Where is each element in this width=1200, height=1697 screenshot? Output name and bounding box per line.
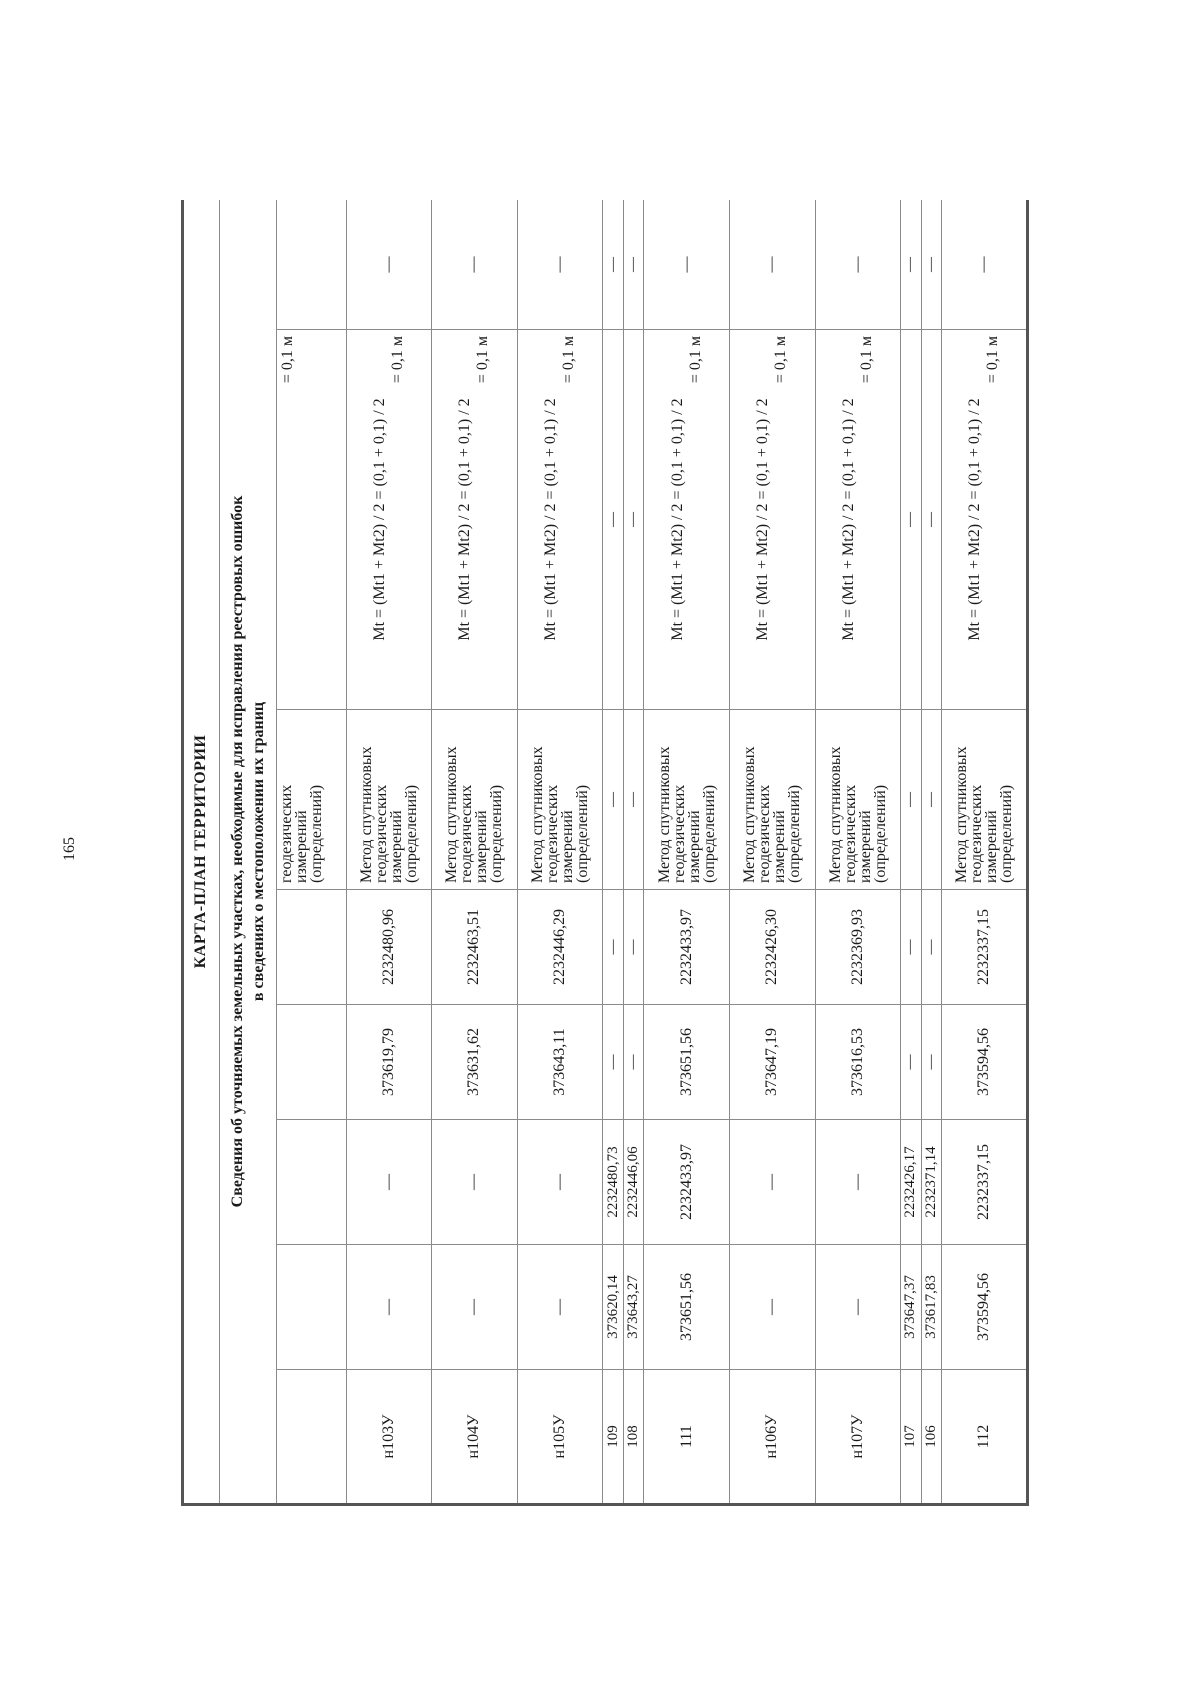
method-line: измерений: [293, 810, 311, 883]
cell-old-x: 373647,37: [901, 1245, 922, 1370]
cell-empty: [277, 1245, 346, 1370]
cell-old-y: 2232371,14: [921, 1120, 942, 1245]
cell-new-x: 373651,56: [644, 1005, 730, 1120]
method-line: Метод спутниковых: [529, 746, 546, 883]
table-row: [346, 200, 432, 1505]
cell-new-x: 373643,11: [517, 1005, 603, 1120]
method-line: Метод спутниковых: [655, 746, 673, 883]
method-line: Метод спутниковых: [357, 746, 375, 883]
method-line: Метод спутниковых: [953, 746, 971, 883]
table-title: КАРТА-ПЛАН ТЕРРИТОРИИ: [183, 200, 220, 1505]
cell-new-y: 2232369,93: [815, 890, 901, 1005]
document-frame: [181, 200, 1029, 1506]
cell-formula: [730, 330, 816, 710]
cell-point-name: 109: [603, 1370, 624, 1505]
cell-formula: [517, 330, 603, 710]
cell-old-x: 373594,56: [942, 1245, 1028, 1370]
cell-formula: [623, 330, 644, 710]
cell-method: [277, 710, 346, 890]
cell-method: [901, 710, 922, 890]
formula-line: = 0,1 м: [279, 336, 297, 384]
cell-extra: —: [730, 200, 816, 330]
method-line: (определений): [488, 784, 506, 883]
method-line: измерений: [983, 810, 1001, 883]
method-line: геодезических: [670, 784, 688, 883]
formula-line: Mt = (Mt1 + Mt2) / 2 = (0,1 + 0,1) / 2: [966, 398, 984, 641]
formula-line: —: [923, 512, 940, 527]
cell-point-name: 107: [901, 1370, 922, 1505]
cell-new-x: 373631,62: [432, 1005, 518, 1120]
cell-empty: [277, 1120, 346, 1245]
method-line: Метод спутниковых: [826, 746, 844, 883]
cell-old-x: —: [517, 1245, 603, 1370]
method-line: измерений: [559, 810, 576, 883]
cell-method: [346, 710, 432, 890]
formula-line: Mt = (Mt1 + Mt2) / 2 = (0,1 + 0,1) / 2: [839, 398, 857, 641]
method-line: измерений: [685, 810, 703, 883]
subtitle-line-2: в сведениях о местоположении их границ: [250, 701, 268, 1002]
table-row: [603, 200, 624, 1505]
cell-method: [921, 710, 942, 890]
rotated-table-container: [181, 200, 1029, 1506]
cell-old-y: 2232433,97: [644, 1120, 730, 1245]
formula-line: = 0,1 м: [984, 336, 1002, 384]
table-row: [901, 200, 922, 1505]
cell-old-x: 373651,56: [644, 1245, 730, 1370]
cell-point-name: н103У: [346, 1370, 432, 1505]
cell-new-x: 373619,79: [346, 1005, 432, 1120]
method-line: —: [902, 792, 919, 807]
cell-extra: —: [517, 200, 603, 330]
table-row: [517, 200, 603, 1505]
formula-line: = 0,1 м: [388, 336, 406, 384]
table-row: [730, 200, 816, 1505]
cell-old-x: —: [815, 1245, 901, 1370]
cell-new-x: —: [901, 1005, 922, 1120]
cell-new-y: 2232446,29: [517, 890, 603, 1005]
cell-old-y: 2232426,17: [901, 1120, 922, 1245]
formula-line: = 0,1 м: [474, 336, 492, 384]
cell-old-y: —: [815, 1120, 901, 1245]
cell-extra: —: [603, 200, 624, 330]
table-row: [623, 200, 644, 1505]
cell-method: [815, 710, 901, 890]
cell-point-name: н105У: [517, 1370, 603, 1505]
formula-line: = 0,1 м: [560, 336, 577, 384]
cell-new-y: 2232463,51: [432, 890, 518, 1005]
cell-new-y: —: [901, 890, 922, 1005]
coordinates-table: [181, 200, 1029, 1506]
cell-new-y: 2232433,97: [644, 890, 730, 1005]
cell-method: [623, 710, 644, 890]
method-line: —: [923, 792, 940, 807]
method-line: —: [604, 792, 621, 807]
cell-point-name: 112: [942, 1370, 1028, 1505]
cell-extra: —: [432, 200, 518, 330]
cell-point-name: 111: [644, 1370, 730, 1505]
method-line: измерений: [856, 810, 874, 883]
cell-new-x: —: [603, 1005, 624, 1120]
method-line: геодезических: [458, 784, 476, 883]
method-line: (определений): [871, 784, 889, 883]
method-line: геодезических: [372, 784, 390, 883]
cell-new-x: 373616,53: [815, 1005, 901, 1120]
cell-point-name: 106: [921, 1370, 942, 1505]
cell-empty: [277, 200, 346, 330]
method-line: (определений): [700, 784, 718, 883]
method-line: измерений: [771, 810, 789, 883]
method-line: —: [625, 792, 642, 807]
method-line: (определений): [998, 784, 1016, 883]
cell-new-x: 373647,19: [730, 1005, 816, 1120]
cell-empty: [277, 890, 346, 1005]
cell-new-x: 373594,56: [942, 1005, 1028, 1120]
cell-method: [644, 710, 730, 890]
cell-formula: [901, 330, 922, 710]
cell-point-name: 108: [623, 1370, 644, 1505]
cell-extra: —: [623, 200, 644, 330]
continuation-row: [277, 200, 346, 1505]
formula-line: = 0,1 м: [857, 336, 875, 384]
formula-line: —: [625, 512, 642, 527]
method-line: геодезических: [278, 784, 296, 883]
formula-line: Mt = (Mt1 + Mt2) / 2 = (0,1 + 0,1) / 2: [668, 398, 686, 641]
method-line: (определений): [402, 784, 420, 883]
method-line: геодезических: [544, 784, 561, 883]
cell-formula: [815, 330, 901, 710]
cell-extra: —: [644, 200, 730, 330]
method-line: (определений): [574, 784, 591, 883]
cell-method: [942, 710, 1028, 890]
page-number: 165: [61, 837, 78, 861]
cell-formula: [432, 330, 518, 710]
cell-empty: [277, 1370, 346, 1505]
cell-method: [603, 710, 624, 890]
method-line: измерений: [473, 810, 491, 883]
cell-old-x: —: [346, 1245, 432, 1370]
table-row: [815, 200, 901, 1505]
cell-new-y: —: [603, 890, 624, 1005]
cell-new-y: —: [623, 890, 644, 1005]
cell-method: [432, 710, 518, 890]
cell-old-x: —: [432, 1245, 518, 1370]
method-line: геодезических: [756, 784, 774, 883]
cell-new-x: —: [623, 1005, 644, 1120]
cell-old-y: —: [432, 1120, 518, 1245]
cell-point-name: н107У: [815, 1370, 901, 1505]
formula-line: Mt = (Mt1 + Mt2) / 2 = (0,1 + 0,1) / 2: [370, 398, 388, 641]
cell-extra: —: [942, 200, 1028, 330]
cell-old-x: 373617,83: [921, 1245, 942, 1370]
method-line: геодезических: [841, 784, 859, 883]
subtitle-line-1: Сведения об уточняемых земельных участках, необходимые для исправления реестровых ошибок: [229, 495, 247, 1208]
cell-formula: [603, 330, 624, 710]
cell-old-x: 373620,14: [603, 1245, 624, 1370]
method-line: (определений): [786, 784, 804, 883]
cell-formula: [644, 330, 730, 710]
cell-method: [730, 710, 816, 890]
cell-extra: —: [815, 200, 901, 330]
method-line: геодезических: [968, 784, 986, 883]
formula-line: Mt = (Mt1 + Mt2) / 2 = (0,1 + 0,1) / 2: [542, 398, 559, 641]
cell-old-y: —: [517, 1120, 603, 1245]
cell-old-x: 373643,27: [623, 1245, 644, 1370]
cell-new-y: —: [921, 890, 942, 1005]
cell-extra: —: [921, 200, 942, 330]
table-row: [942, 200, 1028, 1505]
table-row: [921, 200, 942, 1505]
cell-empty: [277, 1005, 346, 1120]
cell-new-y: 2232426,30: [730, 890, 816, 1005]
cell-extra: —: [901, 200, 922, 330]
cell-point-name: н106У: [730, 1370, 816, 1505]
method-line: (определений): [308, 784, 326, 883]
cell-old-y: 2232480,73: [603, 1120, 624, 1245]
method-line: измерений: [387, 810, 405, 883]
table-subtitle: [219, 200, 276, 1505]
table-row: [644, 200, 730, 1505]
cell-extra: —: [346, 200, 432, 330]
formula-line: —: [604, 512, 621, 527]
formula-line: = 0,1 м: [686, 336, 704, 384]
cell-new-y: 2232480,96: [346, 890, 432, 1005]
formula-line: = 0,1 м: [772, 336, 790, 384]
formula-line: Mt = (Mt1 + Mt2) / 2 = (0,1 + 0,1) / 2: [456, 398, 474, 641]
cell-new-x: —: [921, 1005, 942, 1120]
cell-old-y: 2232337,15: [942, 1120, 1028, 1245]
cell-new-y: 2232337,15: [942, 890, 1028, 1005]
cell-old-y: 2232446,06: [623, 1120, 644, 1245]
table-row: [432, 200, 518, 1505]
cell-old-x: —: [730, 1245, 816, 1370]
cell-formula: [921, 330, 942, 710]
cell-formula: [942, 330, 1028, 710]
cell-formula: [277, 330, 346, 710]
formula-line: —: [902, 512, 919, 527]
formula-line: Mt = (Mt1 + Mt2) / 2 = (0,1 + 0,1) / 2: [754, 398, 772, 641]
cell-old-y: —: [346, 1120, 432, 1245]
method-line: Метод спутниковых: [443, 746, 461, 883]
cell-old-y: —: [730, 1120, 816, 1245]
cell-point-name: н104У: [432, 1370, 518, 1505]
method-line: Метод спутниковых: [741, 746, 759, 883]
cell-method: [517, 710, 603, 890]
cell-formula: [346, 330, 432, 710]
